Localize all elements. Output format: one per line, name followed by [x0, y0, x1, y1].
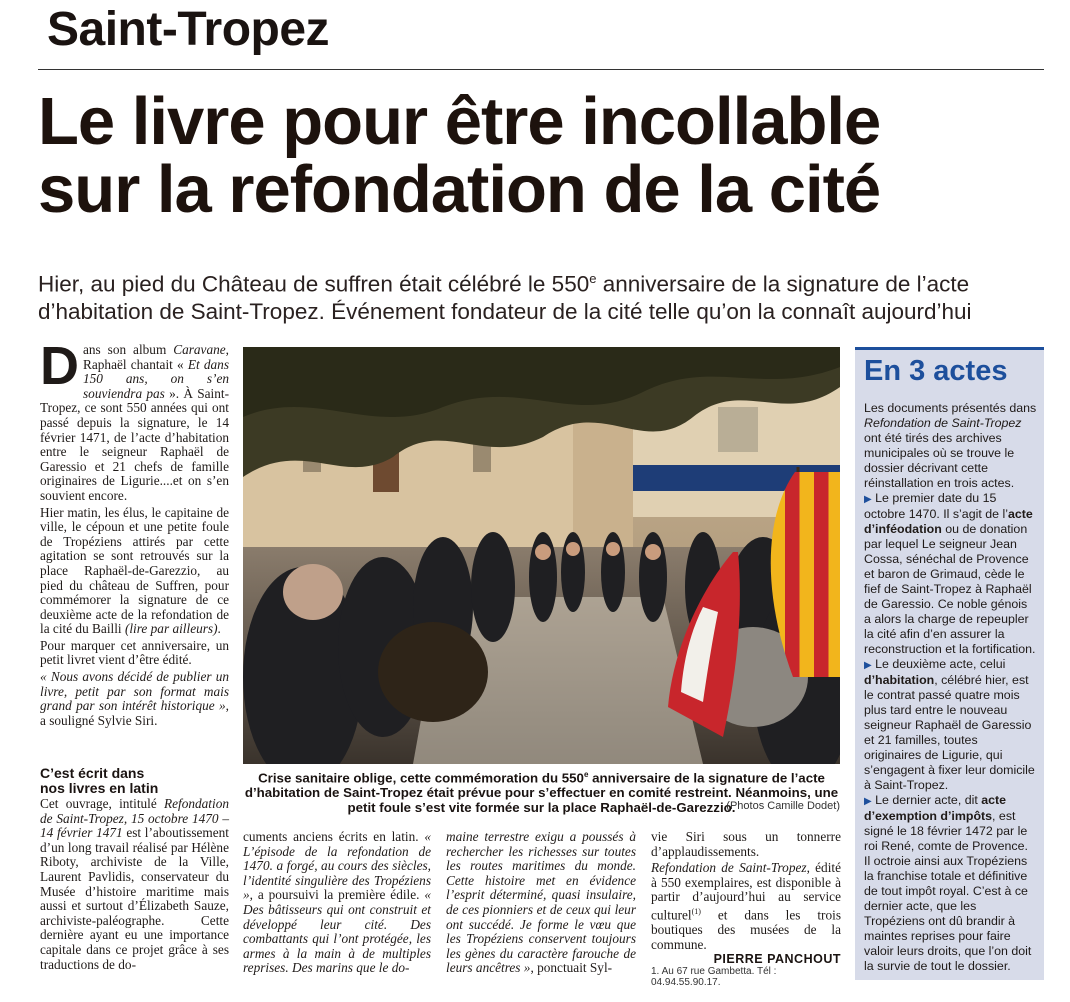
subheading: [40, 766, 230, 796]
album-title: Caravane: [173, 342, 226, 357]
caption-text-a: Crise sanitaire oblige, cette commémoration du 550: [258, 770, 584, 786]
text-run: cuments anciens écrits en latin.: [243, 829, 425, 844]
headline: [38, 84, 1048, 227]
article-column-4: [651, 830, 841, 954]
text-run: , ponctuait Syl-: [530, 960, 613, 976]
bullet-triangle-icon: ▶: [864, 494, 872, 505]
bullet-triangle-icon: ▶: [864, 796, 872, 807]
byline: PIERRE PANCHOUT: [713, 952, 841, 966]
act-name: d’habitation: [864, 673, 935, 687]
text-run: Cet ouvrage, intitulé: [40, 796, 164, 811]
headline-line-2: sur la refondation de la cité: [38, 152, 881, 227]
text-run: ans son album: [83, 342, 174, 357]
subheading-line-1: C’est écrit dans: [40, 765, 145, 781]
header-rule: [38, 69, 1044, 70]
article-column-3: [446, 830, 636, 978]
standfirst: [38, 265, 1048, 325]
text-run: et dans les trois boutiques des musées de la commune.: [651, 907, 841, 952]
caption-sup: e: [583, 770, 589, 779]
text-run: , a souligné Sylvie Siri.: [40, 698, 229, 728]
paragraph: Pour marquer cet anniversaire, un petit livret vient d’être édité.: [40, 637, 229, 668]
bullet-triangle-icon: ▶: [864, 660, 872, 671]
book-title: Refondation de Saint-Tropez: [651, 860, 807, 876]
standfirst-line-2: d’habitation de Saint-Tropez. Événement fondateur de la cité telle qu’on la connaît aujourd’hui: [38, 298, 972, 324]
text-run: .: [217, 621, 221, 637]
sidebar-title: En 3 actes: [864, 355, 1008, 387]
quote: « L’épisode de la refondation de 1470. a forgé, au cours des siècles, l’identité singulière des Tropéziens »: [243, 829, 431, 903]
text-run: Hier matin, les élus, le capitaine de ville, le cépoun et une petite foule de Tropéziens attirés par cette agitation se sont retrouvés sur la place Raphaël-de-Garezzio, au pied du château de Suffren, pour commémorer la signature de ce deuxième acte de la refondation de la cité du Bailli: [40, 504, 229, 637]
text-run: ». À Saint-Tropez, ce sont 550 années qui ont passé depuis la signature, le 14 février 1471, de l’acte d’habitation entre le seigneur Raphaël de Garessio et 21 chefs de famille originaires de Ligurie....et on s’en souvient encore.: [40, 385, 230, 503]
text-run: ou de donation par lequel Le seigneur Jean Cossa, sénéchal de Provence et baron de Grimaud, cède le fief de Saint-Tropez à Raphaël de Garessio. Ce noble génois a alors la charge de repeupler la cité afin d’en assurer la reconstruction et la fortification.: [864, 522, 1036, 656]
act-name: acte d’exemption d’impôts: [864, 793, 1007, 823]
book-title: Refondation de Saint-Tropez: [864, 416, 1022, 430]
headline-line-1: Le livre pour être incollable: [38, 84, 881, 159]
standfirst-line-1b: anniversaire de la signature de l’acte: [596, 271, 970, 297]
text-run: Le deuxième acte, celui: [875, 657, 1006, 671]
sidebar-text: [864, 401, 1037, 974]
footnote: 1. Au 67 rue Gambetta. Tél : 04.94.55.90.17.: [651, 966, 777, 988]
section-kicker: Saint-Tropez: [47, 3, 330, 56]
footnote-marker: (1): [691, 906, 701, 916]
text-run: ont été tirés des archives municipales où se trouve le dossier décrivant cette réinstallation en trois actes.: [864, 431, 1015, 490]
caption-text-b: anniversaire de la signature de l’acte d’habitation de Saint-Tropez était prévue pour s’effectuer en comité restreint. Néanmoins, une petit foule s’est vite formée sur la place Raphaël-de-Garezzio.: [244, 770, 839, 816]
quote: « Nous avons décidé de publier un livre, petit par son format mais grand par son intérêt historique »: [40, 669, 229, 714]
act-name: acte d’inféodation: [864, 507, 1033, 536]
see-also: (lire par ailleurs): [124, 621, 218, 637]
article-column-2: [243, 830, 431, 978]
photo-ceremony: [243, 347, 840, 764]
text-run: Le dernier acte, dit: [875, 793, 982, 807]
text-run: , Raphaël chantait «: [83, 342, 229, 372]
text-run: , a poursuivi la première édile.: [249, 887, 425, 903]
article-column-1-bottom: [40, 797, 229, 974]
text-run: Le premier date du 15 octobre 1470. Il s’agit de l’: [864, 491, 1008, 521]
drop-cap: D: [40, 336, 79, 396]
text-run: , célébré hier, est le contrat passé quatre mois plus tard entre le nouveau seigneur Raphaël de Garessio et 21 familles, toutes originaires de Ligurie, qui s’engagent à fixer leur domicile à Saint-Tropez.: [864, 673, 1035, 792]
quote: maine terrestre exigu a poussés à rechercher les richesses sur toutes les routes maritimes du monde. Cette histoire met en évidence l’esprit déterminé, quasi insulaire, de ces pionniers et de ceux qui leur ont succédé. Je forme le vœu que les Tropéziens conservent toujours les gènes du caractère farouche de leurs ancêtres »: [446, 829, 636, 976]
book-title: Refondation de Saint-Tropez, 15 octobre 1470 – 14 février 1471: [40, 796, 229, 841]
song-quote: Et dans 150 ans, on s’en souviendra pas: [83, 356, 229, 401]
standfirst-sup: e: [589, 271, 597, 286]
photo-credit: (Photos Camille Dodet): [726, 800, 840, 812]
text-run: est l’aboutissement d’un long travail réalisé par Hélène Riboty, archiviste de la Ville, Laurent Pavlidis, conservateur du Musée d’histoire maritime mais aussi et surtout d’Élizabeth Sauze, archiviste-paléographe. Cette dernière ayant eu une importance capitale dans ce projet grâce à ses traductions de do-: [40, 825, 229, 972]
photo-illustration: [243, 347, 840, 764]
article-column-1: [40, 336, 230, 730]
text-run: , édité à 550 exemplaires, est disponible à partir d’aujourd’hui au service culturel: [651, 860, 841, 923]
text-run: , est signé le 18 février 1472 par le roi René, comte de Provence. Il octroie ainsi aux Tropéziens la franchise totale et définitive de tout impôt royal. C’est à ce dernier acte, que les Tropéziens ont dû brandir à maintes reprises pour faire valoir leurs droits, que l’on doit la survie de tout le dossier.: [864, 809, 1032, 973]
standfirst-line-1a: Hier, au pied du Château de suffren était célébré le 550: [38, 271, 590, 297]
quote: « Des bâtisseurs qui ont construit et développé leur cité. Des combattants qui l’ont protégée, les armes à la main à de multiples reprises. Des marins que le do-: [243, 887, 431, 976]
subheading-line-2: nos livres en latin: [40, 780, 159, 796]
paragraph: vie Siri sous un tonnerre d’applaudissements.: [651, 829, 841, 859]
text-run: Les documents présentés dans: [864, 401, 1037, 415]
